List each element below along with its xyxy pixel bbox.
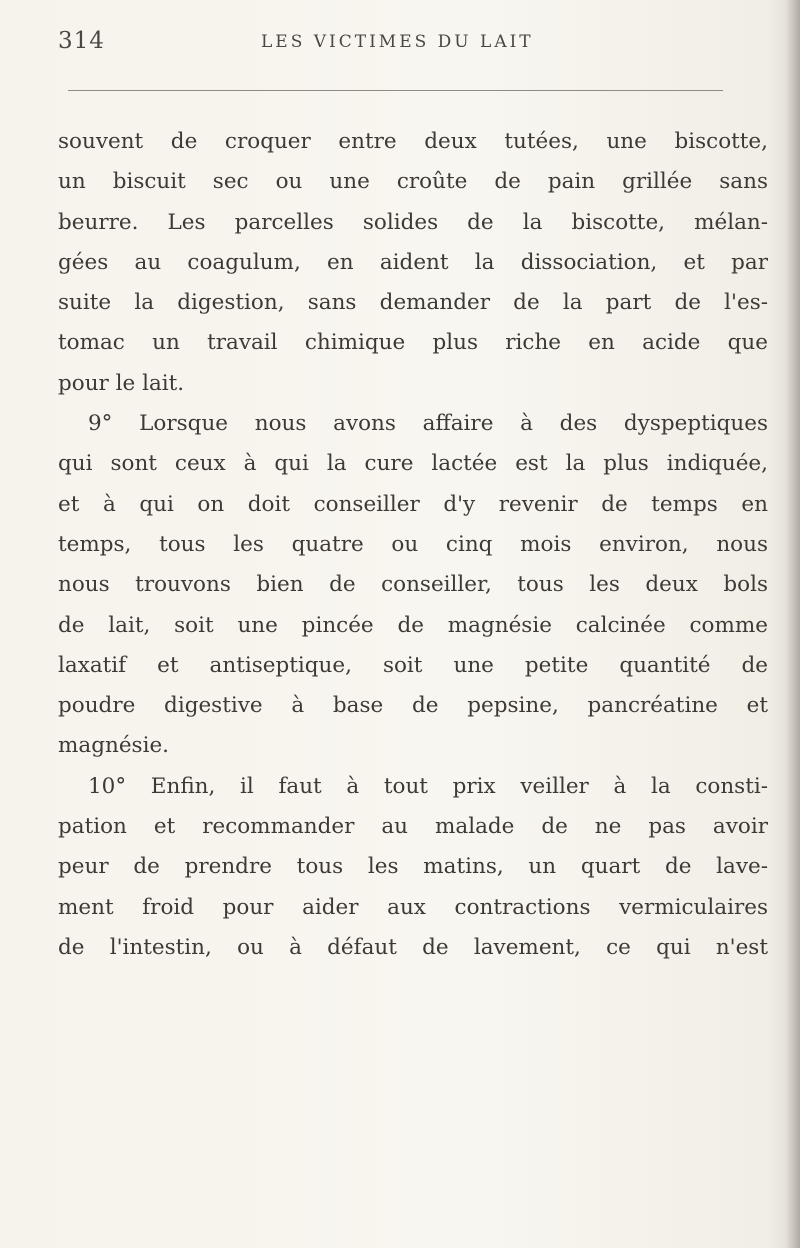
body-text — [58, 122, 768, 968]
text-line: souvent de croquer entre deux tutées, une biscotte, — [58, 129, 768, 154]
text-line: poudre digestive à base de pepsine, pancréatine et — [58, 693, 768, 719]
text-line: 9° Lorsque nous avons affaire à des dyspeptiques — [88, 411, 768, 437]
text-line: un biscuit sec ou une croûte de pain grillée sans — [58, 169, 768, 195]
text-line: temps, tous les quatre ou cinq mois environ, nous — [58, 531, 768, 557]
text-line: magnésie. — [58, 733, 170, 759]
page-number: 314 — [58, 28, 105, 54]
text-line: 10° Enfin, il faut à tout prix veiller à la consti- — [88, 773, 768, 799]
text-line: ment froid pour aider aux contractions vermiculaires — [58, 894, 768, 920]
text-line: suite la digestion, sans demander de la part de l'es- — [58, 290, 768, 316]
text-line: qui sont ceux à qui la cure lactée est la plus indiquée, — [58, 451, 768, 477]
header-rule — [68, 90, 723, 91]
text-line: et à qui on doit conseiller d'y revenir de temps en — [58, 491, 768, 517]
text-line: pation et recommander au malade de ne pas avoir — [58, 814, 768, 840]
text-line: de lait, soit une pincée de magnésie calcinée comme — [58, 612, 768, 638]
text-line: peur de prendre tous les matins, un quart de lave- — [58, 854, 768, 880]
text-line: tomac un travail chimique plus riche en acide que — [58, 330, 768, 356]
running-title: LES VICTIMES DU LAIT — [261, 32, 534, 52]
text-line: beurre. Les parcelles solides de la biscotte, mélan- — [58, 209, 768, 235]
text-line: laxatif et antiseptique, soit une petite quantité de — [58, 652, 768, 678]
text-line: de l'intestin, ou à défaut de lavement, ce qui n'est — [58, 934, 768, 960]
text-line: pour le lait. — [58, 370, 185, 396]
text-line: nous trouvons bien de conseiller, tous les deux bols — [58, 572, 768, 598]
page-edge-shadow — [786, 0, 800, 1248]
text-line: gées au coagulum, en aident la dissociation, et par — [58, 249, 768, 275]
running-head — [58, 28, 758, 62]
